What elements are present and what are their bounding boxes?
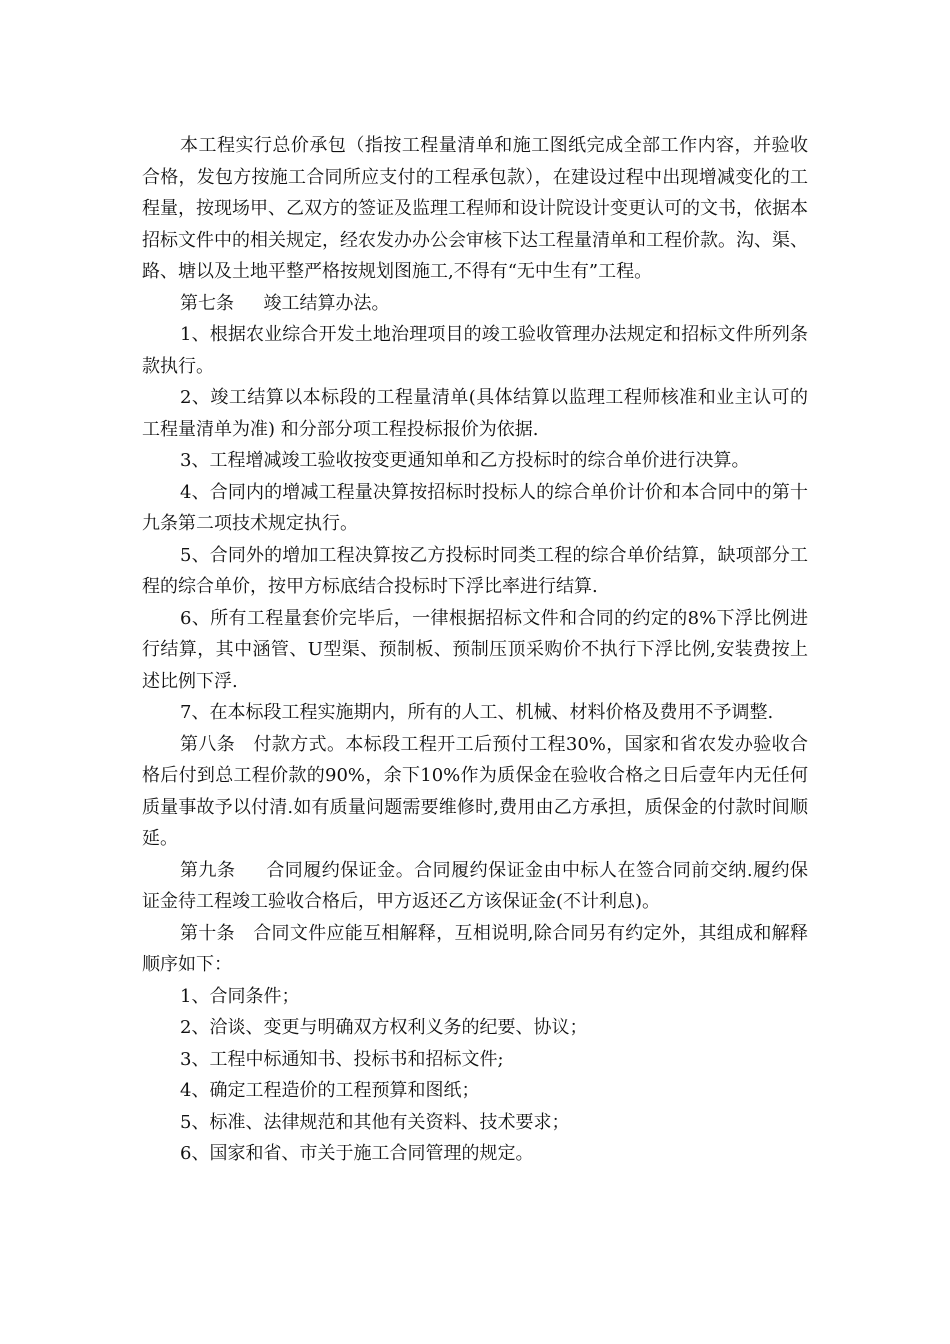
paragraph-settlement-item-1: 1、根据农业综合开发土地治理项目的竣工验收管理办法规定和招标文件所列条款执行。 [142, 324, 808, 377]
paragraph-settlement-item-6: 6、所有工程量套价完毕后，一律根据招标文件和合同的约定的8%下浮比例进行结算，其中涵管、U型渠、预制板、预制压顶采购价不执行下浮比例,安装费按上述比例下浮. [142, 607, 808, 692]
paragraph-settlement-item-3: 3、工程增减竣工验收按变更通知单和乙方投标时的综合单价进行决算。 [180, 450, 750, 471]
paragraph-order-item-6: 6、国家和省、市关于施工合同管理的规定。 [180, 1143, 534, 1164]
paragraph-settlement-item-4: 4、合同内的增减工程量决算按招标时投标人的综合单价计价和本合同中的第十九条第二项技术规定执行。 [142, 481, 808, 534]
paragraph-order-item-5: 5、标准、法律规范和其他有关资料、技术要求； [180, 1111, 570, 1133]
paragraph-article-9: 第九条 合同履约保证金。合同履约保证金由中标人在签合同前交纳.履约保证金待工程竣工验收合格后，甲方返还乙方该保证金(不计利息)。 [142, 859, 808, 912]
paragraph-order-item-3: 3、工程中标通知书、投标书和招标文件; [180, 1048, 504, 1070]
paragraph-settlement-item-5: 5、合同外的增加工程决算按乙方投标时同类工程的综合单价结算，缺项部分工程的综合单价，按甲方标底结合投标时下浮比率进行结算. [142, 544, 808, 597]
paragraph-article-8: 第八条 付款方式。本标段工程开工后预付工程30%，国家和省农发办验收合格后付到总工程价款的90%，余下10%作为质保金在验收合格之日后壹年内无任何质量事故予以付清.如有质量问题需要维修时,费用由乙方承担，质保金的付款时间顺延。 [142, 733, 808, 849]
paragraph-order-item-2: 2、洽谈、变更与明确双方权利义务的纪要、协议； [180, 1017, 588, 1038]
paragraph-settlement-item-7: 7、在本标段工程实施期内，所有的人工、机械、材料价格及费用不予调整. [180, 702, 774, 723]
paragraph-order-item-1: 1、合同条件； [180, 985, 300, 1007]
paragraph-settlement-item-2: 2、竣工结算以本标段的工程量清单(具体结算以监理工程师核准和业主认可的工程量清单为准) 和分部分项工程投标报价为依据. [142, 387, 808, 440]
paragraph-pricing: 本工程实行总价承包（指按工程量清单和施工图纸完成全部工作内容，并验收合格，发包方按施工合同所应支付的工程承包款），在建设过程中出现增减变化的工程量，按现场甲、乙双方的签证及监理工程师和设计院设计变更认可的文书，依据本招标文件中的相关规定，经农发办办公会审核下达工程量清单和工程价款。沟、渠、路、塘以及土地平整严格按规划图施工,不得有“无中生有”工程。 [142, 135, 808, 282]
paragraph-order-item-4: 4、确定工程造价的工程预算和图纸； [180, 1080, 480, 1101]
paragraph-article-7-heading: 第七条 竣工结算办法。 [180, 292, 390, 314]
paragraph-article-10: 第十条 合同文件应能互相解释，互相说明,除合同另有约定外，其组成和解释顺序如下： [142, 922, 808, 975]
document-body [142, 130, 808, 1170]
